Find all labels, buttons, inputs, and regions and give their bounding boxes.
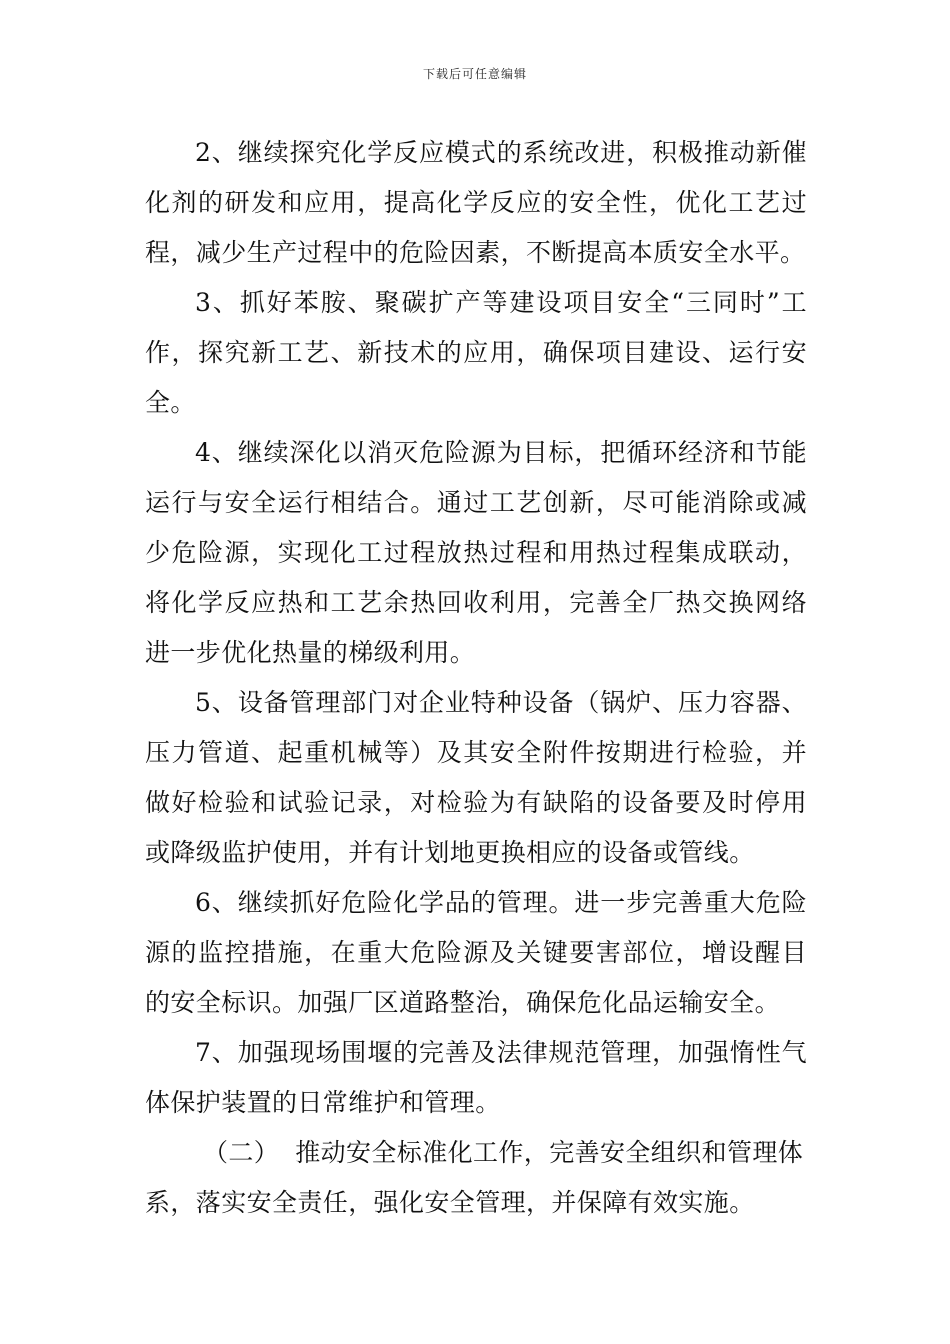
paragraph-line: 的安全标识。加强厂区道路整治，确保危化品运输安全。: [145, 988, 781, 1017]
paragraph-line: 4、继续深化以消灭危险源为目标，把循环经济和节能: [195, 438, 807, 467]
paragraph-line: 少危险源，实现化工过程放热过程和用热过程集成联动，: [145, 538, 807, 567]
section-title: 推动安全标准化工作，完善安全组织和管理体: [295, 1138, 804, 1167]
paragraph-line: 3、抓好苯胺、聚碳扩产等建设项目安全“三同时”工: [195, 288, 807, 317]
paragraph-line: 7、加强现场围堰的完善及法律规范管理，加强惰性气: [195, 1038, 807, 1067]
paragraph-line: 源的监控措施，在重大危险源及关键要害部位，增设醒目: [145, 938, 807, 967]
paragraph-line: 作，探究新工艺、新技术的应用，确保项目建设、运行安: [145, 338, 807, 367]
paragraph-line: 6、继续抓好危险化学品的管理。进一步完善重大危险: [195, 888, 807, 917]
paragraph-line: 程，减少生产过程中的危险因素，不断提高本质安全水平。: [145, 238, 806, 267]
paragraph-line: 2、继续探究化学反应模式的系统改进，积极推动新催: [195, 138, 807, 167]
paragraph-line: 或降级监护使用，并有计划地更换相应的设备或管线。: [145, 838, 755, 867]
paragraph-line: 进一步优化热量的梯级利用。: [145, 638, 476, 667]
paragraph-line: 做好检验和试验记录，对检验为有缺陷的设备要及时停用: [145, 788, 807, 817]
paragraph-line: 化剂的研发和应用，提高化学反应的安全性，优化工艺过: [145, 188, 807, 217]
paragraph-line: 将化学反应热和工艺余热回收利用，完善全厂热交换网络: [145, 588, 807, 617]
document-body: [145, 128, 807, 1228]
paragraph-line: 体保护装置的日常维护和管理。: [145, 1088, 501, 1117]
section-heading-line: [145, 1128, 807, 1178]
paragraph-line: 5、设备管理部门对企业特种设备（锅炉、压力容器、: [195, 688, 807, 717]
section-line: 系，落实安全责任，强化安全管理，并保障有效实施。: [145, 1188, 755, 1217]
page-header: 下载后可任意编辑: [422, 67, 527, 81]
paragraph-line: 压力管道、起重机械等）及其安全附件按期进行检验，并: [145, 738, 807, 767]
paragraph-line: 运行与安全运行相结合。通过工艺创新，尽可能消除或减: [145, 488, 807, 517]
paragraph-line: 全。: [145, 388, 196, 417]
section-number: （二）: [203, 1138, 280, 1167]
